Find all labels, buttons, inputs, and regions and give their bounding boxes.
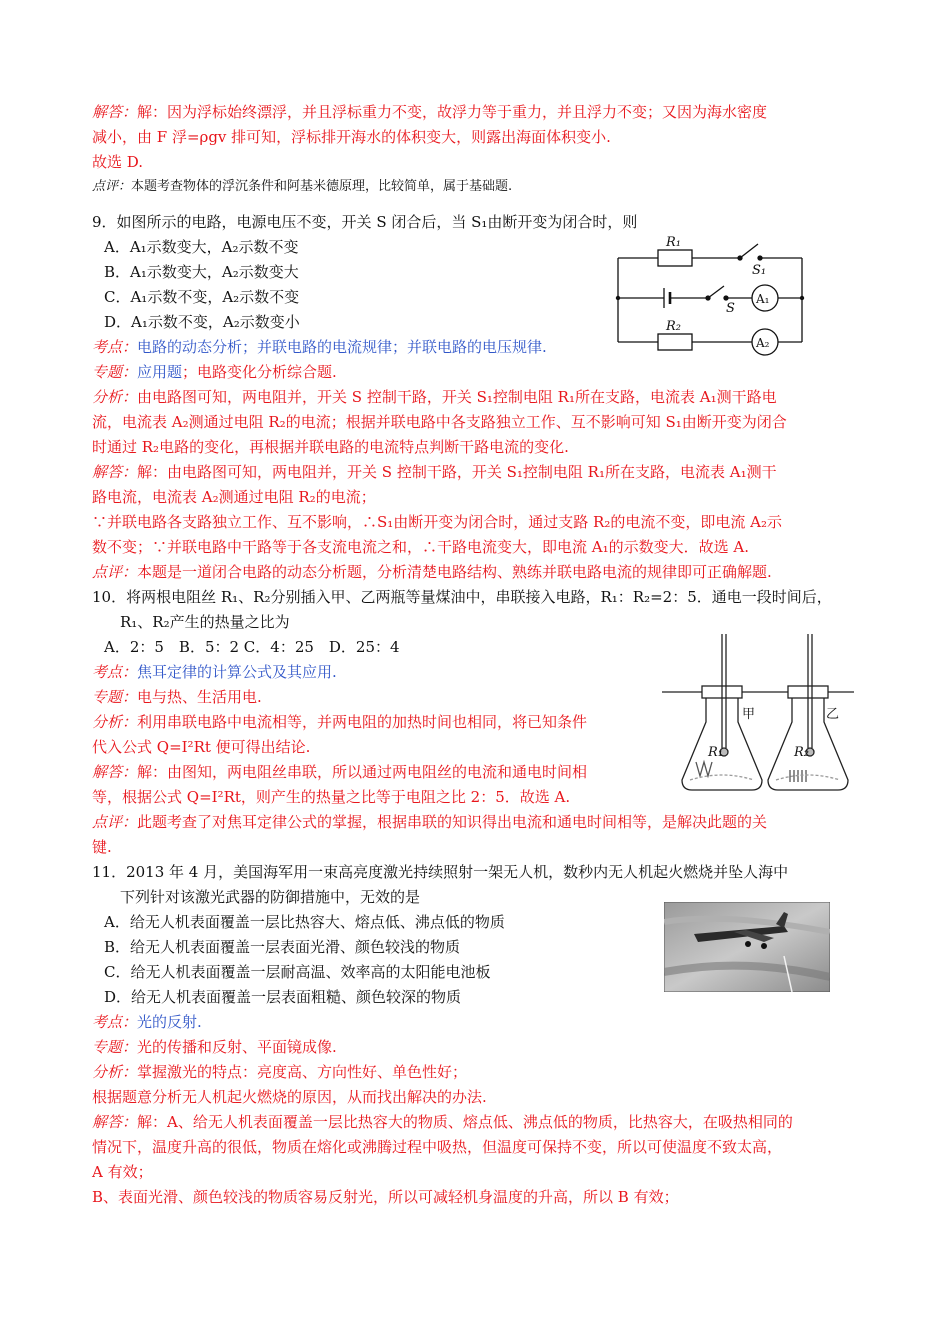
q9-jieda-line3: ∵并联电路各支路独立工作、互不影响，∴S₁由断开变为闭合时，通过支路 R₂的电流不变，即电流 A₂示 [92, 513, 782, 531]
comment-label: 点评： [92, 179, 132, 194]
label-s1: S₁ [752, 263, 767, 278]
prev-answer-line2: 减小，由 F 浮=ρgv 排可知，浮标排开海水的体积变大，则露出海面体积变小. [92, 128, 611, 146]
q10-jieda-line2: 等，根据公式 Q=I²Rt，则产生的热量之比等于电阻之比 2：5．故选 A. [92, 788, 571, 806]
dianping-text: 本题是一道闭合电路的动态分析题，分析清楚电路结构、熟练并联电路电流的规律即可正确解题. [137, 563, 772, 581]
q9-option-c: C．A₁示数不变，A₂示数不变 [104, 288, 300, 306]
fenxi-label: 分析： [92, 1063, 138, 1081]
zhuanti-label: 专题： [92, 1038, 138, 1056]
q9-circuit-diagram [610, 232, 810, 360]
zhuanti-label: 专题： [92, 363, 138, 381]
q10-dianping-line2: 键. [92, 838, 112, 856]
comment-text: 本题考查物体的浮沉条件和阿基米德原理，比较简单，属于基础题. [131, 179, 513, 194]
label-r2: R₂ [794, 745, 809, 760]
q9-stem: 9．如图所示的电路，电源电压不变，开关 S 闭合后，当 S₁由断开变为闭合时，则 [92, 213, 638, 231]
jieda-label: 解答： [92, 763, 138, 781]
answer-label: 解答： [92, 103, 138, 121]
q11-option-d: D．给无人机表面覆盖一层表面粗糙、颜色较深的物质 [104, 988, 462, 1006]
fenxi-label: 分析： [92, 713, 138, 731]
q9-dianping [92, 562, 772, 582]
q11-kaodian [92, 1012, 202, 1032]
q10-flask-diagram [662, 630, 854, 802]
dianping-label: 点评： [92, 563, 138, 581]
zhuanti-text-a: 应用题 [137, 363, 183, 381]
kaodian-label: 考点： [92, 1013, 138, 1031]
label-a2: A₂ [756, 336, 770, 350]
q11-option-c: C．给无人机表面覆盖一层耐高温、效率高的太阳能电池板 [104, 963, 491, 981]
q9-kaodian [92, 337, 547, 357]
prev-comment [92, 177, 512, 197]
fenxi-text: 由电路图可知，两电阻并，开关 S 控制干路，开关 S₁控制电阻 R₁所在支路，电流表 A₁测干路电 [137, 388, 777, 406]
r2-resistor [658, 334, 692, 350]
q10-kaodian [92, 662, 337, 682]
label-jia: 甲 [742, 707, 756, 722]
q10-jieda-line1 [92, 762, 587, 782]
zhuanti-text: 电与热、生活用电. [137, 688, 262, 706]
q10-stem-line1: 10．将两根电阻丝 R₁、R₂分别插入甲、乙两瓶等量煤油中，串联接入电路，R₁：R₂=2：5．通电一段时间后， [92, 588, 832, 606]
dianping-label: 点评： [92, 813, 138, 831]
s1-switch [740, 244, 758, 258]
label-r1: R₁ [708, 745, 723, 760]
q9-jieda-line1 [92, 462, 777, 482]
q9-zhuanti [92, 362, 337, 382]
q10-fenxi-line1 [92, 712, 587, 732]
q11-jieda-line3: A 有效； [92, 1163, 153, 1181]
q11-fenxi-line1 [92, 1062, 467, 1082]
q11-stem-line2: 下列针对该激光武器的防御措施中，无效的是 [120, 888, 421, 906]
label-a1: A₁ [756, 292, 770, 306]
zhuanti-text: 光的传播和反射、平面镜成像. [137, 1038, 337, 1056]
q9-jieda-line4: 数不变；∵并联电路中干路等于各支流电流之和，∴干路电流变大，即电流 A₁的示数变大．故选 A. [92, 538, 749, 556]
q11-zhuanti [92, 1037, 337, 1057]
jieda-text: 解：由图知，两电阻丝串联，所以通过两电阻丝的电流和通电时间相 [137, 763, 588, 781]
fenxi-label: 分析： [92, 388, 138, 406]
q10-zhuanti [92, 687, 262, 707]
prev-answer-line3: 故选 D. [92, 153, 144, 171]
jieda-text: 解：A、给无人机表面覆盖一层比热容大的物质、熔点低、沸点低的物质，比热容大，在吸热相同的 [137, 1113, 793, 1131]
label-s: S [726, 301, 735, 316]
jieda-label: 解答： [92, 1113, 138, 1131]
q11-drone-photo [664, 902, 830, 992]
label-r1: R₁ [666, 235, 681, 250]
q10-dianping-line1 [92, 812, 767, 832]
q9-fenxi-line1 [92, 387, 777, 407]
s-switch [708, 286, 724, 298]
kaodian-label: 考点： [92, 338, 138, 356]
kaodian-text: 焦耳定律的计算公式及其应用. [137, 663, 337, 681]
prev-answer-line1 [92, 102, 767, 122]
q11-jieda-line1 [92, 1112, 793, 1132]
q9-option-b: B．A₁示数变大，A₂示数变大 [104, 263, 299, 281]
label-yi: 乙 [826, 707, 840, 722]
q9-option-a: A．A₁示数变大，A₂示数不变 [104, 238, 299, 256]
q11-jieda-line2: 情况下，温度升高的很低，物质在熔化或沸腾过程中吸热，但温度可保持不变，所以可使温度不致太高， [92, 1138, 783, 1156]
q9-fenxi-line3: 时通过 R₂电路的变化，再根据并联电路的电流特点判断干路电流的变化. [92, 438, 569, 456]
jieda-text: 解：由电路图可知，两电阻并，开关 S 控制干路，开关 S₁控制电阻 R₁所在支路，电流表 A₁测干 [137, 463, 777, 481]
q9-jieda-line2: 路电流，电流表 A₂测通过电阻 R₂的电流； [92, 488, 376, 506]
q11-stem-line1: 11．2013 年 4 月，美国海军用一束高亮度激光持续照射一架无人机，数秒内无人机起火燃烧并坠人海中 [92, 863, 789, 881]
fenxi-text: 利用串联电路中电流相等，并两电阻的加热时间也相同，将已知条件 [137, 713, 588, 731]
fenxi-text: 掌握激光的特点：亮度高、方向性好、单色性好； [137, 1063, 468, 1081]
dianping-text: 此题考查了对焦耳定律公式的掌握，根据串联的知识得出电流和通电时间相等，是解决此题的关 [137, 813, 768, 831]
q11-option-b: B．给无人机表面覆盖一层表面光滑、颜色较浅的物质 [104, 938, 461, 956]
q9-fenxi-line2: 流，电流表 A₂测通过电阻 R₂的电流；根据并联电路中各支路独立工作、互不影响可知 S₁由断开变为闭合 [92, 413, 787, 431]
label-r2: R₂ [666, 319, 681, 334]
q10-fenxi-line2: 代入公式 Q=I²Rt 便可得出结论. [92, 738, 311, 756]
zhuanti-text-b: ；电路变化分析综合题. [182, 363, 337, 381]
q10-options: A．2：5 B．5：2 C．4：25 D．25：4 [104, 638, 400, 656]
zhuanti-label: 专题： [92, 688, 138, 706]
kaodian-label: 考点： [92, 663, 138, 681]
answer-text: 解：因为浮标始终漂浮，并且浮标重力不变，故浮力等于重力，并且浮力不变；又因为海水密度 [137, 103, 768, 121]
q11-fenxi-line2: 根据题意分析无人机起火燃烧的原因，从而找出解决的办法. [92, 1088, 487, 1106]
kaodian-text: 电路的动态分析；并联电路的电流规律；并联电路的电压规律. [137, 338, 547, 356]
q10-stem-line2: R₁、R₂产生的热量之比为 [120, 613, 290, 631]
q11-option-a: A．给无人机表面覆盖一层比热容大、熔点低、沸点低的物质 [104, 913, 505, 931]
kaodian-text: 光的反射. [137, 1013, 202, 1031]
jieda-label: 解答： [92, 463, 138, 481]
q11-jieda-line4: B、表面光滑、颜色较浅的物质容易反射光，所以可减轻机身温度的升高，所以 B 有效； [92, 1188, 679, 1206]
r1-resistor [658, 250, 692, 266]
q9-option-d: D．A₁示数不变，A₂示数变小 [104, 313, 300, 331]
